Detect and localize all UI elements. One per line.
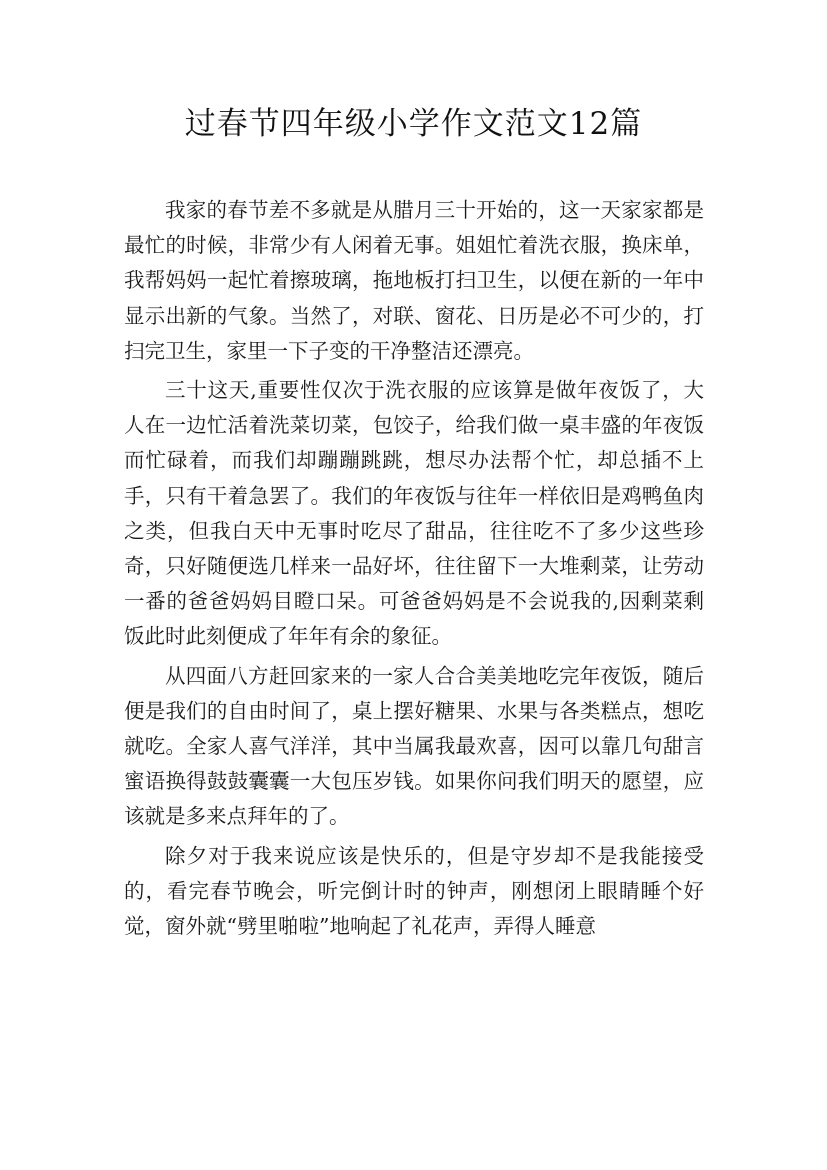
- paragraph: 除夕对于我来说应该是快乐的，但是守岁却不是我能接受的，看完春节晚会，听完倒计时的钟声，刚想闭上眼睛睡个好觉，窗外就“劈里啪啦”地响起了礼花声，弄得人睡意: [124, 843, 704, 939]
- document-title: 过春节四年级小学作文范文12篇: [184, 106, 643, 142]
- document-body: [124, 193, 704, 948]
- paragraph: 从四面八方赶回家来的一家人合合美美地吃完年夜饭，随后便是我们的自由时间了，桌上摆好糖果、水果与各类糕点，想吃就吃。全家人喜气洋洋，其中当属我最欢喜，因可以靠几句甜言蜜语换得鼓鼓囊囊一大包压岁钱。如果你问我们明天的愿望，应该就是多来点拜年的了。: [124, 663, 704, 829]
- paragraph: 三十这天,重要性仅次于洗衣服的应该算是做年夜饭了，大人在一边忙活着洗菜切菜，包饺子，给我们做一桌丰盛的年夜饭而忙碌着，而我们却蹦蹦跳跳，想尽办法帮个忙，却总插不上手，只有干着急罢了。我们的年夜饭与往年一样依旧是鸡鸭鱼肉之类，但我白天中无事时吃尽了甜品，往往吃不了多少这些珍奇，只好随便选几样来一品好坏，往往留下一大堆剩菜，让劳动一番的爸爸妈妈目瞪口呆。可爸爸妈妈是不会说我的,因剩菜剩饭此时此刻便成了年年有余的象征。: [124, 378, 704, 649]
- paragraph: 我家的春节差不多就是从腊月三十开始的，这一天家家都是最忙的时候，非常少有人闲着无事。姐姐忙着洗衣服，换床单，我帮妈妈一起忙着擦玻璃，拖地板打扫卫生，以便在新的一年中显示出新的气象。当然了，对联、窗花、日历是必不可少的，打扫完卫生，家里一下子变的干净整洁还漂亮。: [124, 198, 704, 363]
